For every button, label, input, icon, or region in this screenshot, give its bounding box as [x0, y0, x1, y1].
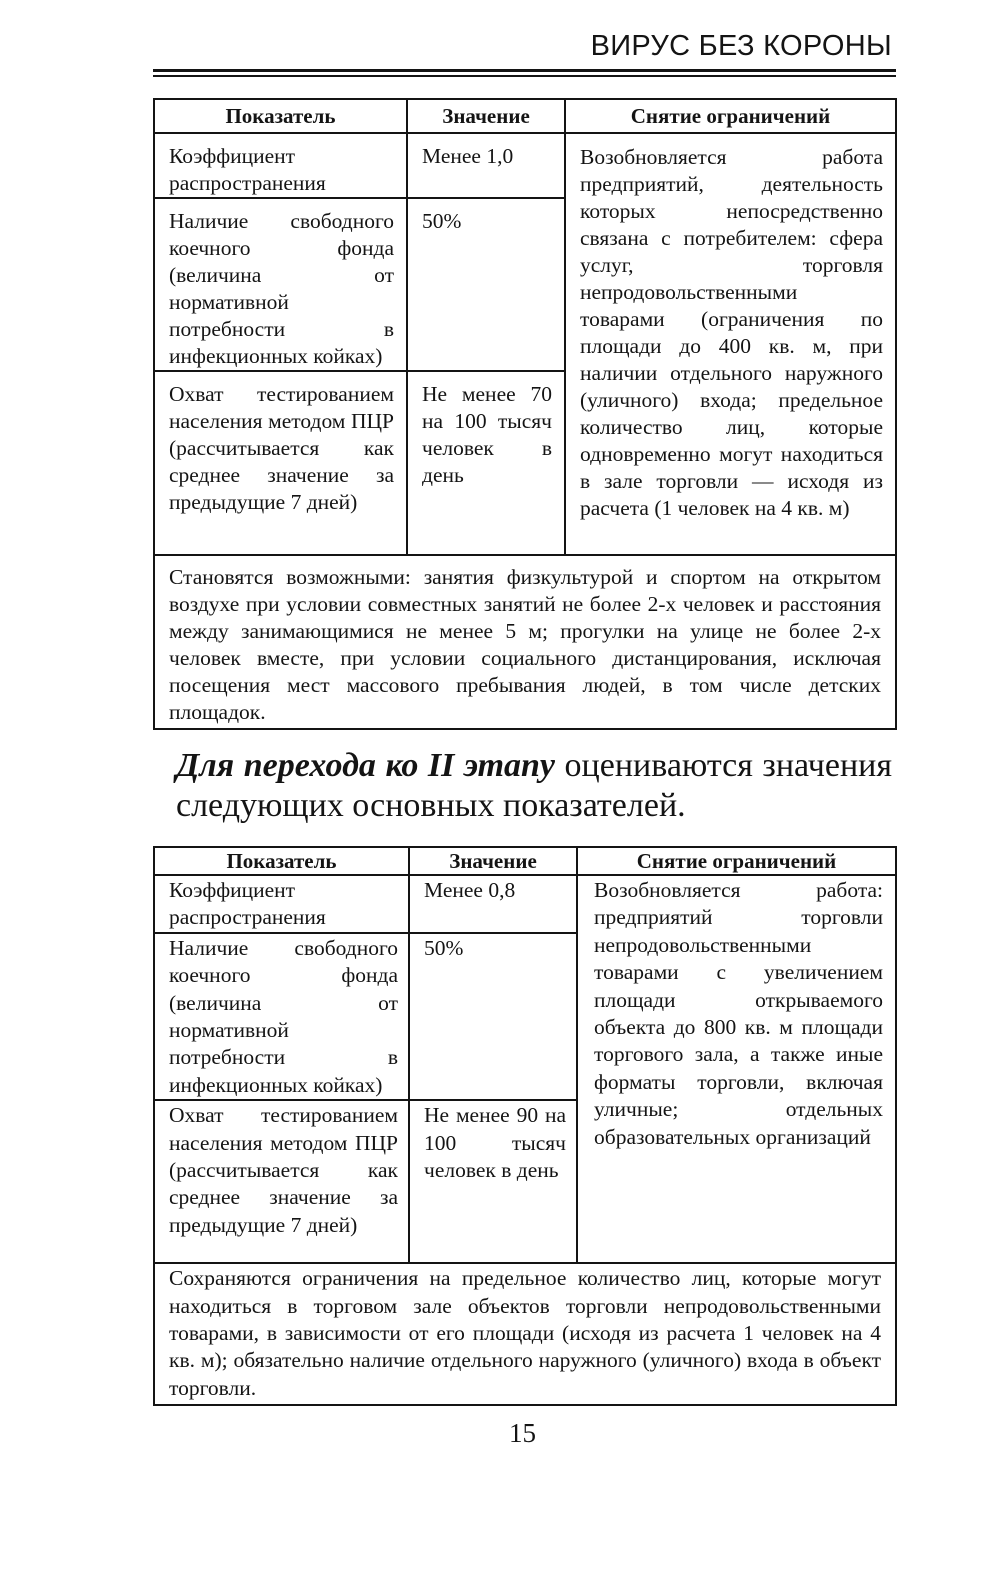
stage1-table — [153, 98, 897, 730]
paragraph-text: оцениваются значения следующих основных показателей. — [176, 747, 892, 824]
note-cell: Становятся возможными: занятия физкультурой и спортом на открытом воздухе при условии совместных занятий не более 2-х человек и расстояния между занимающимися не менее 5 м; прогулки на улице не более 2-х человек вместе, при условии социального дистанцирования, исключая посещения мест массового пребывания людей, в том числе детских площадок. — [154, 555, 896, 729]
value-cell: Менее 1,0 — [407, 133, 565, 198]
page-number: 15 — [509, 1418, 536, 1448]
header-rule-thick — [153, 69, 896, 72]
column-header-indicator: Показатель — [154, 99, 407, 133]
lifting-cell: Возобновляется работа предприятий, деятельность которых непосредственно связана с потребителем: сфера услуг, торговля непродовольственными товарами (ограничения по площади до 400 кв. м, при наличии отдельного наружного (уличного) входа; предельное количество лиц, которые одновременно могут находиться в зале торговли — исходя из расчета (1 человек на 4 кв. м) — [565, 133, 896, 555]
table-row — [154, 133, 896, 198]
indicator-cell: Коэффициент распространения — [154, 133, 407, 198]
header-rule-thin — [153, 75, 896, 77]
column-header-lifting: Снятие ограничений — [577, 847, 896, 875]
indicator-cell: Охват тестированием населения методом ПЦР (рассчитывается как среднее значение за предыдущие 7 дней) — [154, 371, 407, 555]
table-row — [154, 875, 896, 933]
lifting-cell: Возобновляется работа: предприятий торговли непродовольственными товарами с увеличением площади открываемого объекта до 800 кв. м площади торгового зала, а также иные форматы торговли, включая уличные; отдельных образовательных организаций — [577, 875, 896, 1263]
column-header-indicator: Показатель — [154, 847, 409, 875]
value-cell: Не менее 70 на 100 тысяч человек в день — [407, 371, 565, 555]
table-note-row — [154, 1263, 896, 1405]
paragraph-emphasis: Для перехода ко II этапу — [176, 747, 556, 784]
stage2-intro-paragraph — [176, 746, 892, 826]
table-header-row — [154, 847, 896, 875]
table-note-row — [154, 555, 896, 729]
value-cell: 50% — [409, 933, 577, 1100]
value-cell: 50% — [407, 198, 565, 371]
indicator-cell: Наличие свободного коечного фонда (величина от нормативной потребности в инфекционных койках) — [154, 933, 409, 1100]
stage2-table — [153, 846, 897, 1406]
note-cell: Сохраняются ограничения на предельное количество лиц, которые могут находиться в торговом зале объектов торговли непродовольственными товарами, в зависимости от его площади (исходя из расчета 1 человек на 4 кв. м); обязательно наличие отдельного наружного (уличного) входа в объект торговли. — [154, 1263, 896, 1405]
column-header-lifting: Снятие ограничений — [565, 99, 896, 133]
table-header-row — [154, 99, 896, 133]
indicator-cell: Наличие свободного коечного фонда (величина от нормативной потребности в инфекционных койках) — [154, 198, 407, 371]
value-cell: Менее 0,8 — [409, 875, 577, 933]
running-header: ВИРУС БЕЗ КОРОНЫ — [590, 30, 892, 62]
value-cell: Не менее 90 на 100 тысяч человек в день — [409, 1100, 577, 1263]
indicator-cell: Коэффициент распространения — [154, 875, 409, 933]
column-header-value: Значение — [409, 847, 577, 875]
column-header-value: Значение — [407, 99, 565, 133]
indicator-cell: Охват тестированием населения методом ПЦР (рассчитывается как среднее значение за предыдущие 7 дней) — [154, 1100, 409, 1263]
